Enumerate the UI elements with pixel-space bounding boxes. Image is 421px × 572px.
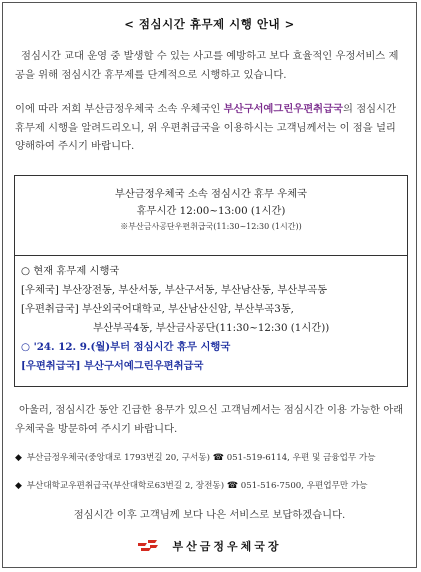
- phone-icon: ☎: [226, 481, 239, 491]
- new-office-row: [우편취급국] 부산구서예그린우편취급국: [21, 360, 204, 372]
- intro-paragraph: 점심시간 교대 운영 중 발생할 수 있는 사고를 예방하고 보다 효율적인 우정서비스 제공을 위해 점심시간 휴무제를 단계적으로 시행하고 있습니다.: [15, 50, 399, 81]
- alt-office-2-phone: 051-516-7500: [240, 481, 302, 491]
- new-office-title: ○ '24. 12. 9.(월)부터 점심시간 휴무 시행국: [21, 341, 231, 353]
- closing-message: 점심시간 이후 고객님께 보다 나은 서비스로 보답하겠습니다.: [73, 509, 346, 521]
- current-agencies-row-cont: 부산부곡4동, 부산금사공단(11:30~12:30 (1시간)): [93, 322, 330, 334]
- korea-post-logo-icon: [137, 539, 159, 553]
- alt-office-1-phone: 051-519-6114: [226, 453, 288, 463]
- alt-office-1-service: 우편 및 금융업무 가능: [292, 453, 376, 463]
- closure-hours: 휴무시간 12:00~13:00 (1시간): [136, 205, 286, 217]
- organization-name: 부산금정우체국장: [172, 539, 282, 553]
- announcement-text-end: 의 점심시간 휴무제 시행을 알려드리오니, 위 우편취급국을 이용하시는 고객님께서는 이 점을 널리 양해하여 주시기 바랍니다.: [15, 103, 397, 152]
- alt-office-2-name: 부산대학교우편취급국(부산대학로63번길 2, 장전동): [26, 481, 225, 491]
- phone-icon: ☎: [212, 453, 224, 463]
- diamond-bullet-icon: ◆: [15, 453, 22, 463]
- signature-footer: [3, 535, 416, 554]
- announcement-paragraph: [15, 100, 407, 156]
- alternative-paragraph: 아울러, 점심시간 동안 긴급한 용무가 있으신 고객님께서는 점심시간 이용 가능한 아래 우체국을 방문하여 주시기 바랍니다.: [15, 404, 404, 435]
- notice-title: < 점심시간 휴무제 시행 안내 >: [124, 17, 295, 31]
- closure-hours-exception: ※부산금사공단우편취급국(11:30~12:30 (1시간)): [120, 222, 302, 231]
- post-office-label: [우체국]: [21, 284, 59, 296]
- notice-page: [2, 2, 417, 568]
- current-post-offices-row: [21, 281, 407, 300]
- alternative-office-1: ◆ 부산금정우체국(중앙대로 1793번길 20, 구서동) ☎ 051-519-6114, 우편 및 금융업무 가능: [15, 453, 376, 463]
- announcement-text-start: 이에 따라 저희 부산금정우체국 소속 우체국인: [15, 103, 224, 115]
- post-office-list: 부산장전동, 부산서동, 부산구서동, 부산남산동, 부산부곡동: [58, 284, 328, 296]
- closure-info-box: [14, 175, 408, 387]
- alt-office-1-name: 부산금정우체국(중앙대로 1793번길 20, 구서동): [26, 453, 210, 463]
- alt-office-2-service: 우편업무만 가능: [306, 481, 368, 491]
- diamond-bullet-icon: ◆: [15, 481, 22, 491]
- closure-heading: 부산금정우체국 소속 점심시간 휴무 우체국: [114, 188, 308, 200]
- closure-hours-section: [15, 186, 407, 256]
- agency-label: [우편취급국]: [21, 303, 79, 315]
- offices-list-section: [15, 256, 407, 376]
- alternative-office-2: ◆ 부산대학교우편취급국(부산대학로63번길 2, 장전동) ☎ 051-516-7500, 우편업무만 가능: [15, 481, 368, 491]
- agency-list: 부산외국어대학교, 부산남산신암, 부산부곡3동,: [78, 303, 294, 315]
- current-agencies-row: [21, 300, 407, 319]
- current-offices-title: ○ 현재 휴무제 시행국: [21, 265, 120, 277]
- highlighted-office-name: 부산구서예그린우편취급국: [223, 103, 344, 115]
